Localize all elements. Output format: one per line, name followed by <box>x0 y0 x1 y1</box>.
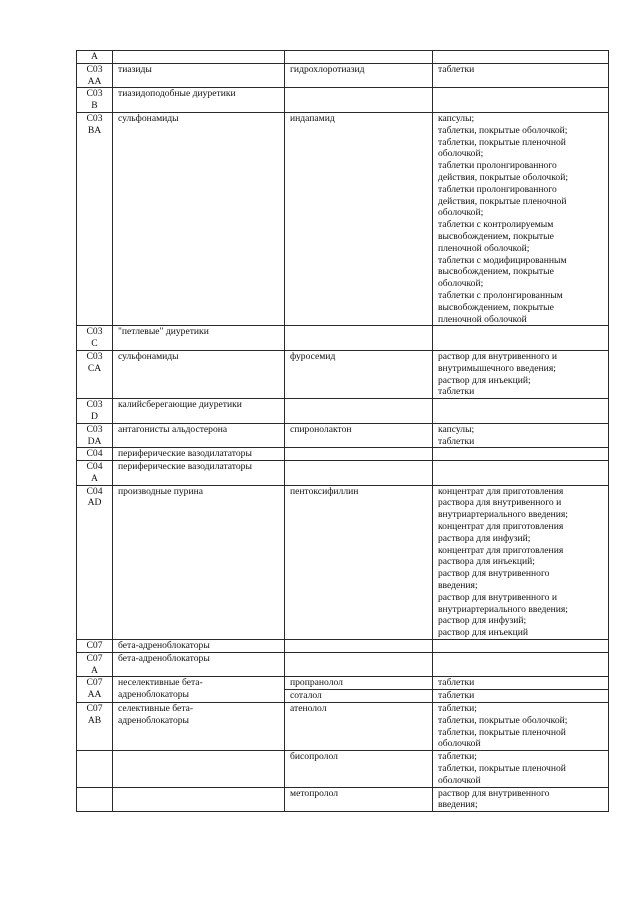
table-row <box>77 652 609 677</box>
cell-text-line: таблетки с модифицированным <box>438 254 567 266</box>
cell-text-line: C07 <box>86 652 103 664</box>
table-row <box>77 51 609 64</box>
cell-text-line: C07 <box>86 703 103 715</box>
table-row <box>77 640 609 653</box>
group-name-cell <box>113 423 285 448</box>
empty-cell <box>79 751 110 763</box>
cell-text-line: тиазидоподобные диуретики <box>118 88 236 100</box>
table-row <box>77 677 609 690</box>
atc-code-cell <box>77 112 113 325</box>
atc-code-cell <box>77 485 113 639</box>
cell-text-line: концентрат для приготовления <box>438 485 564 497</box>
cell-text-line: пентоксифиллин <box>290 485 359 497</box>
empty-cell <box>438 448 605 460</box>
atc-code-cell <box>77 751 113 787</box>
cell-text-line: таблетки <box>438 690 475 702</box>
group-name-cell <box>113 640 285 653</box>
cell-text-line: внутриартериального введения; <box>438 509 568 521</box>
atc-code-cell <box>77 51 113 64</box>
cell-text-line: B <box>91 100 98 112</box>
atc-code-cell <box>77 423 113 448</box>
cell-text-line: C03 <box>86 88 103 100</box>
group-name-cell <box>113 448 285 461</box>
empty-cell <box>290 461 429 473</box>
drug-table <box>76 50 609 812</box>
cell-text-line: действия, покрытые оболочкой; <box>438 171 569 183</box>
cell-text-line: концентрат для приготовления <box>438 521 564 533</box>
drug-name-cell <box>285 787 433 812</box>
cell-text-line: соталол <box>290 690 322 702</box>
cell-text-line: раствора для инфузий; <box>438 532 531 544</box>
atc-code-cell <box>77 350 113 398</box>
table-row <box>77 485 609 639</box>
group-name-cell <box>113 63 285 88</box>
cell-text-line: адреноблокаторы <box>118 714 189 726</box>
table-row <box>77 326 609 351</box>
cell-text-line: таблетки, покрытые оболочкой; <box>438 714 568 726</box>
cell-text-line: пропранолол <box>290 677 343 689</box>
empty-cell <box>290 326 429 338</box>
empty-cell <box>438 88 605 100</box>
cell-text-line: таблетки с пролонгированным <box>438 289 563 301</box>
cell-text-line: раствора для внутривенного и <box>438 497 562 509</box>
empty-cell <box>290 399 429 411</box>
drug-name-cell <box>285 423 433 448</box>
empty-cell <box>290 653 429 665</box>
dosage-form-cell <box>433 51 609 64</box>
cell-text-line: C <box>91 338 98 350</box>
cell-text-line: периферические вазодилататоры <box>118 461 252 473</box>
cell-text-line: A <box>91 472 98 484</box>
cell-text-line: оболочкой; <box>438 278 484 290</box>
cell-text-line: C03 <box>86 326 103 338</box>
empty-cell <box>118 751 281 763</box>
drug-name-cell <box>285 51 433 64</box>
dosage-form-cell <box>433 350 609 398</box>
dosage-form-cell <box>433 640 609 653</box>
cell-text-line: метопролол <box>290 787 339 799</box>
cell-text-line: C04 <box>86 461 103 473</box>
cell-text-line: DA <box>87 435 102 447</box>
drug-name-cell <box>285 652 433 677</box>
cell-text-line: оболочкой; <box>438 148 484 160</box>
dosage-form-cell <box>433 448 609 461</box>
drug-name-cell <box>285 350 433 398</box>
cell-text-line: BA <box>87 124 102 136</box>
empty-cell <box>290 448 429 460</box>
empty-cell <box>79 788 110 800</box>
group-name-cell <box>113 485 285 639</box>
group-name-cell <box>113 88 285 113</box>
cell-text-line: тиазиды <box>118 63 152 75</box>
table-row <box>77 88 609 113</box>
table-row <box>77 350 609 398</box>
cell-text-line: раствор для инъекций; <box>438 374 531 386</box>
table-row <box>77 461 609 486</box>
cell-text-line: таблетки <box>438 435 475 447</box>
drug-name-cell <box>285 326 433 351</box>
cell-text-line: таблетки, покрытые оболочкой; <box>438 124 568 136</box>
cell-text-line: внутримышечного введения; <box>438 362 556 374</box>
dosage-form-cell <box>433 690 609 703</box>
cell-text-line: селективные бета- <box>118 703 194 715</box>
cell-text-line: бета-адреноблокаторы <box>118 640 210 652</box>
cell-text-line: концентрат для приготовления <box>438 544 564 556</box>
dosage-form-cell <box>433 787 609 812</box>
cell-text-line: раствор для внутривенного и <box>438 350 557 362</box>
cell-text-line: высвобождением, покрытые <box>438 301 554 313</box>
cell-text-line: антагонисты альдостерона <box>118 423 228 435</box>
cell-text-line: действия, покрытые пленочной <box>438 195 567 207</box>
cell-text-line: капсулы; <box>438 423 475 435</box>
cell-text-line: AA <box>87 689 102 701</box>
empty-cell <box>438 326 605 338</box>
dosage-form-cell <box>433 485 609 639</box>
atc-code-cell <box>77 787 113 812</box>
table-row <box>77 751 609 787</box>
table-row <box>77 63 609 88</box>
cell-text-line: раствор для инфузий; <box>438 615 527 627</box>
cell-text-line: капсулы; <box>438 112 475 124</box>
atc-code-cell <box>77 677 113 703</box>
atc-code-cell <box>77 461 113 486</box>
cell-text-line: раствора для инъекций; <box>438 556 535 568</box>
drug-name-cell <box>285 399 433 424</box>
table-row <box>77 423 609 448</box>
cell-text-line: атенолол <box>290 703 327 715</box>
cell-text-line: таблетки <box>438 386 475 398</box>
table-row <box>77 399 609 424</box>
group-name-cell <box>113 461 285 486</box>
cell-text-line: AB <box>87 714 102 726</box>
cell-text-line: периферические вазодилататоры <box>118 448 252 460</box>
cell-text-line: раствор для внутривенного и <box>438 591 557 603</box>
cell-text-line: C03 <box>86 112 103 124</box>
dosage-form-cell <box>433 652 609 677</box>
cell-text-line: C04 <box>86 448 103 460</box>
drug-name-cell <box>285 751 433 787</box>
cell-text-line: раствор для инъекций <box>438 627 528 639</box>
drug-name-cell <box>285 677 433 690</box>
cell-text-line: A <box>91 51 98 62</box>
cell-text-line: таблетки <box>438 677 475 689</box>
atc-code-cell <box>77 703 113 751</box>
cell-text-line: C04 <box>86 485 103 497</box>
cell-text-line: C03 <box>86 63 103 75</box>
dosage-form-cell <box>433 63 609 88</box>
cell-text-line: таблетки; <box>438 751 477 763</box>
cell-text-line: фуросемид <box>290 350 336 362</box>
empty-cell <box>118 788 281 800</box>
cell-text-line: высвобождением, покрытые <box>438 230 554 242</box>
cell-text-line: гидрохлоротиазид <box>290 63 365 75</box>
group-name-cell <box>113 677 285 703</box>
group-name-cell <box>113 112 285 325</box>
empty-cell <box>290 51 429 63</box>
dosage-form-cell <box>433 88 609 113</box>
empty-cell <box>438 640 605 652</box>
empty-cell <box>290 88 429 100</box>
cell-text-line: таблетки пролонгированного <box>438 160 557 172</box>
cell-text-line: A <box>91 664 98 676</box>
cell-text-line: калийсберегающие диуретики <box>118 399 242 411</box>
cell-text-line: введения; <box>438 580 478 592</box>
cell-text-line: оболочкой <box>438 774 481 786</box>
dosage-form-cell <box>433 677 609 690</box>
drug-name-cell <box>285 485 433 639</box>
cell-text-line: неселективные бета- <box>118 677 203 689</box>
cell-text-line: оболочкой <box>438 738 481 750</box>
group-name-cell <box>113 787 285 812</box>
cell-text-line: раствор для внутривенного <box>438 568 550 580</box>
group-name-cell <box>113 51 285 64</box>
drug-name-cell <box>285 461 433 486</box>
atc-code-cell <box>77 326 113 351</box>
cell-text-line: бета-адреноблокаторы <box>118 652 210 664</box>
cell-text-line: таблетки, покрытые пленочной <box>438 763 566 775</box>
drug-name-cell <box>285 448 433 461</box>
cell-text-line: пленочной оболочкой <box>438 313 527 325</box>
drug-name-cell <box>285 640 433 653</box>
table-row <box>77 787 609 812</box>
cell-text-line: таблетки <box>438 63 475 75</box>
cell-text-line: C03 <box>86 399 103 411</box>
empty-cell <box>438 653 605 665</box>
empty-cell <box>438 461 605 473</box>
cell-text-line: C03 <box>86 350 103 362</box>
cell-text-line: таблетки, покрытые пленочной <box>438 136 566 148</box>
empty-cell <box>290 640 429 652</box>
drug-name-cell <box>285 63 433 88</box>
table-row <box>77 448 609 461</box>
cell-text-line: спиронолактон <box>290 423 352 435</box>
document-page <box>76 50 608 812</box>
cell-text-line: бисопролол <box>290 751 338 763</box>
cell-text-line: сульфонамиды <box>118 112 179 124</box>
cell-text-line: таблетки пролонгированного <box>438 183 557 195</box>
cell-text-line: AA <box>87 75 102 87</box>
table-row <box>77 112 609 325</box>
cell-text-line: AD <box>87 497 102 509</box>
atc-code-cell <box>77 640 113 653</box>
cell-text-line: адреноблокаторы <box>118 689 189 701</box>
dosage-form-cell <box>433 423 609 448</box>
group-name-cell <box>113 703 285 751</box>
drug-name-cell <box>285 112 433 325</box>
cell-text-line: CA <box>87 362 102 374</box>
drug-name-cell <box>285 690 433 703</box>
cell-text-line: высвобождением, покрытые <box>438 266 554 278</box>
atc-code-cell <box>77 448 113 461</box>
atc-code-cell <box>77 399 113 424</box>
atc-code-cell <box>77 88 113 113</box>
atc-code-cell <box>77 63 113 88</box>
cell-text-line: таблетки с контролируемым <box>438 219 554 231</box>
drug-name-cell <box>285 88 433 113</box>
empty-cell <box>438 51 605 63</box>
dosage-form-cell <box>433 326 609 351</box>
dosage-form-cell <box>433 751 609 787</box>
cell-text-line: C03 <box>86 423 103 435</box>
cell-text-line: сульфонамиды <box>118 350 179 362</box>
cell-text-line: таблетки, покрытые пленочной <box>438 726 566 738</box>
group-name-cell <box>113 751 285 787</box>
atc-code-cell <box>77 652 113 677</box>
group-name-cell <box>113 350 285 398</box>
dosage-form-cell <box>433 399 609 424</box>
drug-name-cell <box>285 703 433 751</box>
dosage-form-cell <box>433 703 609 751</box>
cell-text-line: введения; <box>438 799 478 811</box>
empty-cell <box>438 399 605 411</box>
table-row <box>77 703 609 751</box>
cell-text-line: индапамид <box>290 112 335 124</box>
cell-text-line: C07 <box>86 640 103 652</box>
cell-text-line: "петлевые" диуретики <box>118 326 209 338</box>
dosage-form-cell <box>433 112 609 325</box>
cell-text-line: производные пурина <box>118 485 204 497</box>
cell-text-line: пленочной оболочкой; <box>438 242 530 254</box>
dosage-form-cell <box>433 461 609 486</box>
cell-text-line: C07 <box>86 677 103 689</box>
group-name-cell <box>113 399 285 424</box>
cell-text-line: внутриартериального введения; <box>438 603 568 615</box>
cell-text-line: D <box>91 410 98 422</box>
empty-cell <box>118 51 281 63</box>
cell-text-line: раствор для внутривенного <box>438 787 550 799</box>
group-name-cell <box>113 652 285 677</box>
cell-text-line: таблетки; <box>438 703 477 715</box>
group-name-cell <box>113 326 285 351</box>
cell-text-line: оболочкой; <box>438 207 484 219</box>
